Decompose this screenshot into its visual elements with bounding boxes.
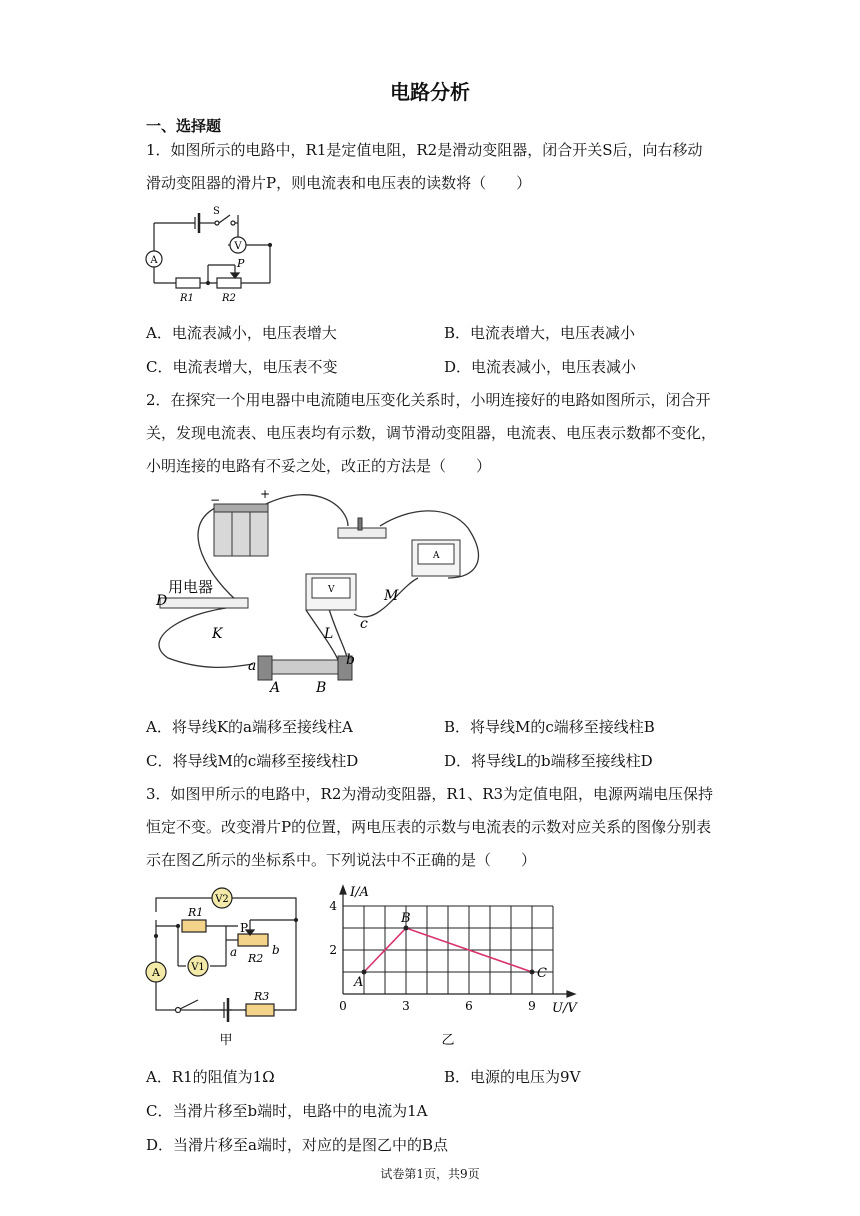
q3-option-a[interactable]: A．R1的阻值为1Ω (146, 1068, 275, 1086)
chart-point-label-B: B (401, 911, 411, 926)
chart-point-B (404, 926, 409, 931)
q2-option-b[interactable]: B．将导线M的c端移至接线柱B (444, 718, 655, 736)
q3-option-c[interactable]: C．当滑片移至b端时，电路中的电流为1A (146, 1102, 428, 1120)
page-title: 电路分析 (390, 80, 470, 104)
section-heading: 一、选择题 (146, 117, 222, 135)
q3-option-d[interactable]: D．当滑片移至a端时，对应的是图乙中的B点 (146, 1136, 448, 1154)
question-3-circuit-jia (142, 884, 312, 1049)
fig2-label-k: K (212, 626, 223, 642)
question-1-circuit (140, 205, 280, 305)
page-footer: 试卷第1页，共9页 (380, 1167, 480, 1181)
q1-option-a[interactable]: A．电流表减小，电压表增大 (146, 324, 337, 342)
question-2-circuit-photo (148, 488, 488, 698)
question-3-graph-yi (322, 884, 582, 1049)
chart-point-C (530, 970, 535, 975)
q1-option-d[interactable]: D．电流表减小，电压表减小 (444, 358, 637, 376)
fig2-label-c: c (360, 616, 368, 632)
chart-xtick-label: 3 (402, 999, 410, 1013)
q2-option-c[interactable]: C．将导线M的c端移至接线柱D (146, 752, 359, 770)
fig2-label-device: 用电器 (168, 578, 214, 596)
question-3-text: 3．如图甲所示的电路中，R2为滑动变阻器，R1、R3为定值电阻，电源两端电压保持恒定不变。改变滑片P的位置，两电压表的示数与电流表的示数对应关系的图像分别表示在图乙所示的坐标系中。下列说法中不正确的是（ ） (146, 785, 714, 869)
chart-y-arrow (340, 886, 346, 894)
chart-ytick-label: 4 (329, 899, 337, 913)
fig3-label-r3: R3 (254, 990, 270, 1003)
chart-point-label-C: C (537, 966, 547, 981)
fig1-label-v: V (234, 241, 242, 252)
question-1-text: 1．如图所示的电路中，R1是定值电阻，R2是滑动变阻器，闭合开关S后，向右移动滑动变阻器的滑片P，则电流表和电压表的读数将（ ） (146, 141, 703, 192)
fig2-label-l: L (324, 626, 334, 642)
chart-x-arrow (567, 991, 575, 997)
chart-xtick-label: 0 (339, 999, 347, 1013)
fig2-label-voltmeter: V (328, 585, 335, 595)
fig3-label-v1: V1 (191, 962, 205, 973)
fig2-label-terminal-a: A (270, 680, 281, 696)
fig2-label-m: M (384, 588, 399, 604)
fig3-label-a: A (152, 966, 160, 979)
q1-option-b[interactable]: B．电流表增大，电压表减小 (444, 324, 636, 342)
chart-xtick-label: 9 (528, 999, 536, 1013)
chart-xtick-label: 6 (465, 999, 473, 1013)
q3-option-b[interactable]: B．电源的电压为9V (444, 1068, 581, 1086)
fig2-label-ammeter: A (433, 551, 440, 561)
fig2-label-d: D (156, 593, 168, 609)
fig3-label-pa: a (230, 945, 238, 959)
fig2-label-a: a (248, 658, 257, 674)
fig3-label-pb: b (272, 943, 280, 957)
fig3-label-v2: V2 (215, 894, 229, 905)
fig1-label-p: P (237, 257, 245, 270)
fig3-label-jia: 甲 (219, 1033, 233, 1048)
fig2-label-terminal-b: B (316, 680, 327, 696)
q2-option-d[interactable]: D．将导线L的b端移至接线柱D (444, 752, 653, 770)
fig3-label-r1: R1 (188, 906, 204, 919)
question-2-text: 2．在探究一个用电器中电流随电压变化关系时，小明连接好的电路如图所示，闭合开关，发现电流表、电压表均有示数，调节滑动变阻器，电流表、电压表示数都不变化，小明连接的电路有不妥之处，改正的方法是（ ） (146, 391, 717, 475)
q1-option-c[interactable]: C．电流表增大，电压表不变 (146, 358, 338, 376)
chart-ylabel: I/A (350, 885, 369, 900)
fig3-label-yi: 乙 (441, 1033, 455, 1048)
chart-ytick-label: 2 (329, 943, 337, 957)
fig1-label-r1: R1 (180, 293, 194, 304)
chart-point-label-A: A (354, 975, 364, 990)
fig3-label-p: P (240, 921, 249, 935)
fig1-label-r2: R2 (222, 293, 236, 304)
fig2-label-b: b (346, 652, 355, 668)
chart-point-A (362, 970, 367, 975)
fig2-label-minus: − (210, 493, 221, 507)
chart-xlabel: U/V (552, 1001, 577, 1016)
fig2-label-plus: + (260, 488, 271, 501)
q2-option-a[interactable]: A．将导线K的a端移至接线柱A (146, 718, 353, 736)
fig1-label-a: A (150, 255, 158, 266)
fig1-label-s: S (213, 206, 220, 217)
fig3-label-r2: R2 (248, 952, 264, 965)
